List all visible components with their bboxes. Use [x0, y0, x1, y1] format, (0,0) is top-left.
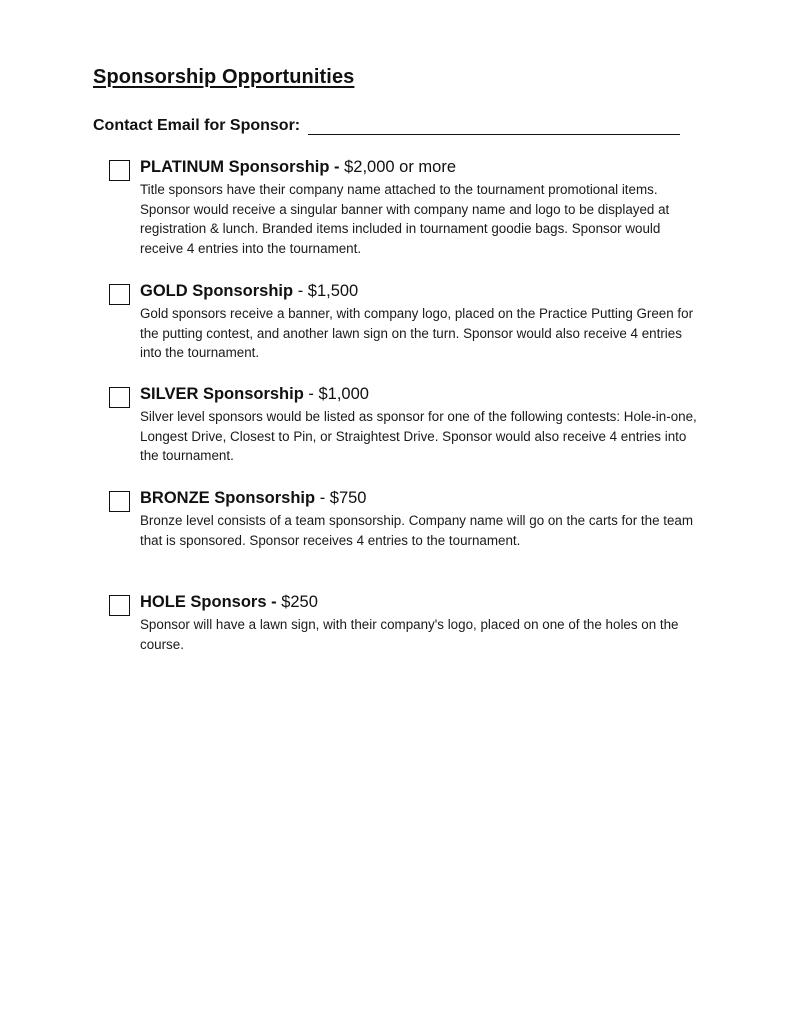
option-description: Sponsor will have a lawn sign, with their company's logo, placed on one of the holes on the course.: [140, 617, 679, 652]
option-price: - $1,000: [308, 385, 369, 403]
contact-email-field[interactable]: [308, 116, 680, 135]
gold-checkbox[interactable]: [109, 284, 130, 305]
option-name: SILVER Sponsorship: [140, 385, 304, 403]
option-description: Gold sponsors receive a banner, with company logo, placed on the Practice Putting Green for the putting contest, and another lawn sign on the turn. Sponsor would also receive 4 entries into the tournament.: [140, 306, 694, 360]
option-name: HOLE Sponsors -: [140, 593, 277, 611]
option-heading: [140, 158, 456, 177]
option-price: - $750: [319, 489, 367, 507]
option-description: Bronze level consists of a team sponsorship. Company name will go on the carts for the team that is sponsored. Sponsor receives 4 entries to the tournament.: [140, 513, 694, 548]
option-heading: [140, 282, 358, 301]
contact-email-label: Contact Email for Sponsor:: [93, 117, 301, 134]
option-price: - $1,500: [297, 282, 359, 300]
option-price: $2,000 or more: [344, 158, 457, 176]
option-name: GOLD Sponsorship: [140, 282, 294, 300]
option-heading: [140, 489, 366, 508]
option-name: BRONZE Sponsorship: [140, 489, 316, 507]
hole-checkbox[interactable]: [109, 595, 130, 616]
page-title: Sponsorship Opportunities: [93, 66, 355, 88]
option-heading: [140, 385, 369, 404]
silver-checkbox[interactable]: [109, 387, 130, 408]
platinum-checkbox[interactable]: [109, 160, 130, 181]
option-description: Silver level sponsors would be listed as sponsor for one of the following contests: Hole-in-one, Longest Drive, Closest to Pin, or Straightest Drive. Sponsor would also receive 4 entries into the tournament.: [140, 409, 697, 463]
option-description: Title sponsors have their company name attached to the tournament promotional items. Sponsor would receive a singular banner with company name and logo to be displayed at registration & lunch. Branded items included in tournament goodie bags. Sponsor would receive 4 entries into the tournament.: [140, 182, 670, 256]
option-name: PLATINUM Sponsorship -: [140, 158, 340, 176]
option-heading: [140, 593, 318, 612]
contact-email-row: [93, 116, 680, 135]
option-price: $250: [281, 593, 318, 611]
bronze-checkbox[interactable]: [109, 491, 130, 512]
